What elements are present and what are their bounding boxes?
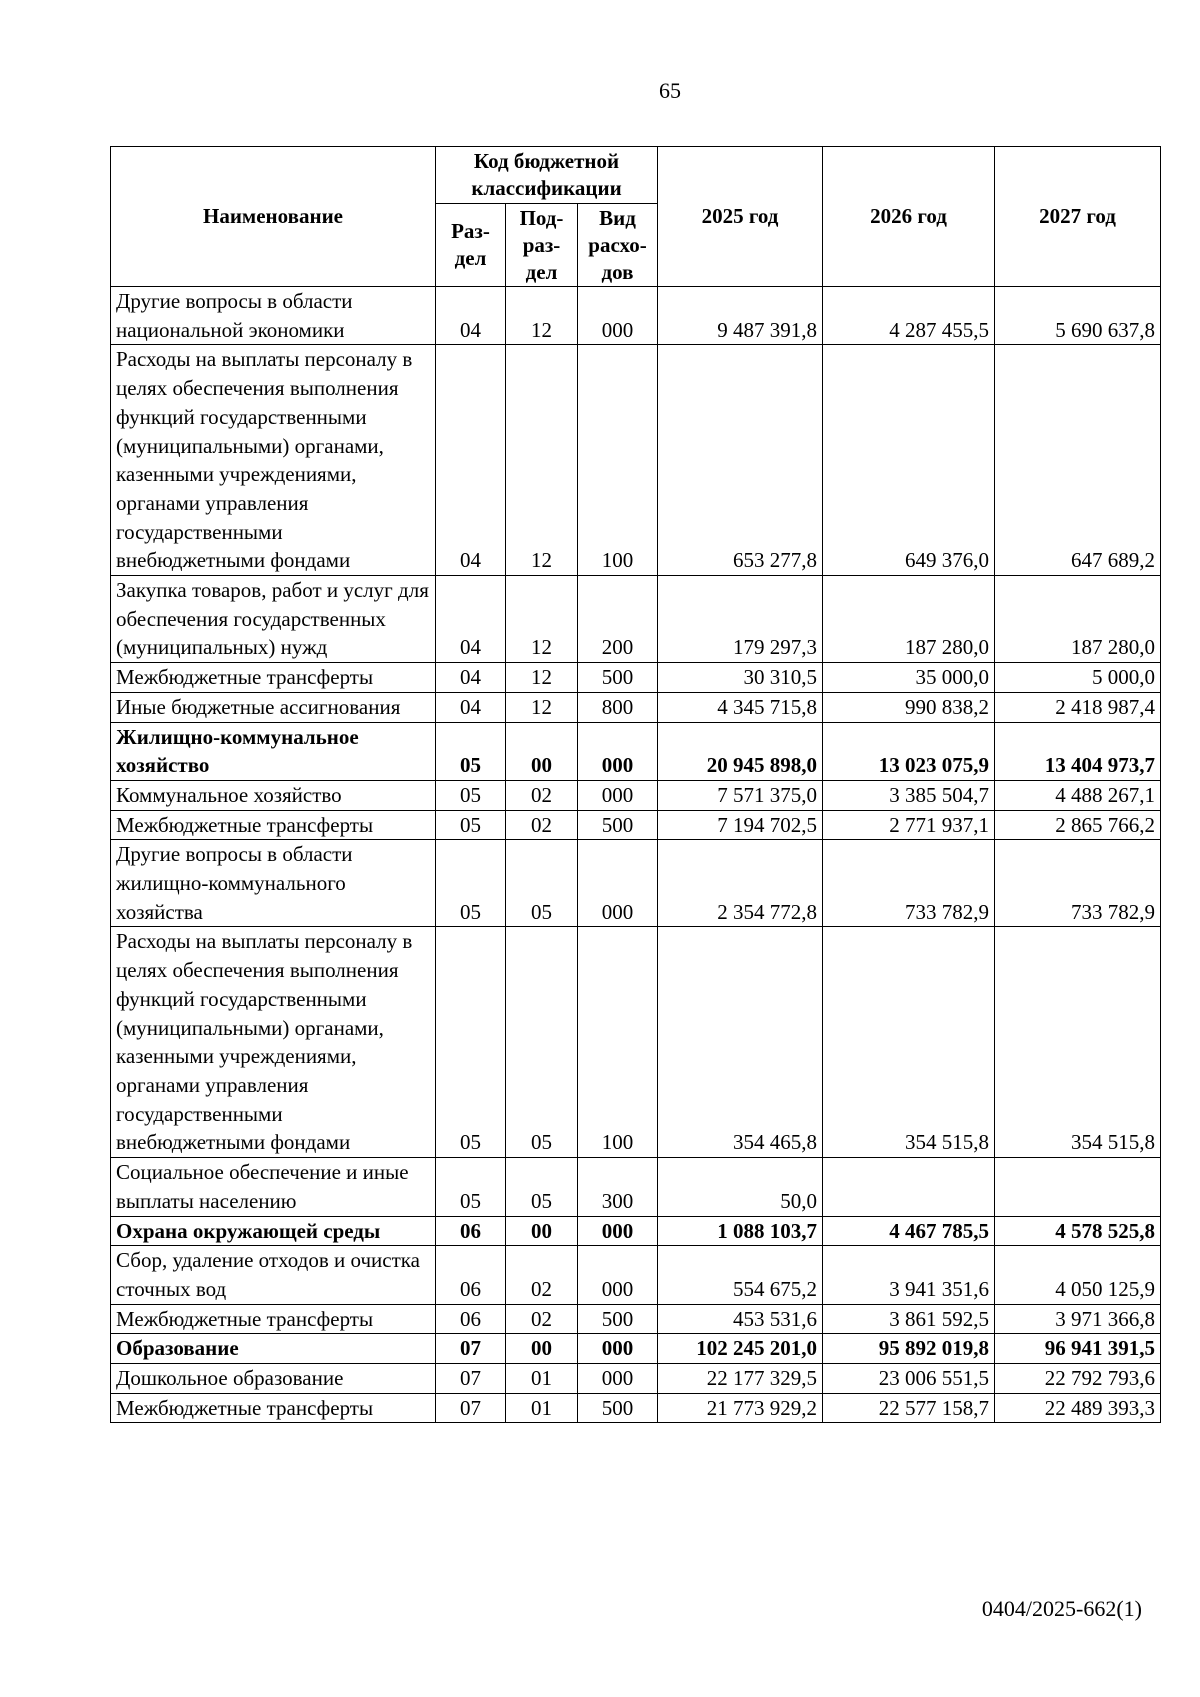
row-name: Сбор, удаление отходов и очистка сточных вод bbox=[111, 1246, 436, 1304]
header-expense-type: Вид расхо- дов bbox=[578, 204, 658, 287]
row-expense-type: 000 bbox=[578, 780, 658, 810]
row-section: 05 bbox=[436, 840, 506, 927]
row-value-2025: 354 465,8 bbox=[658, 927, 823, 1158]
row-expense-type: 500 bbox=[578, 1304, 658, 1334]
row-value-2027: 2 418 987,4 bbox=[995, 692, 1161, 722]
row-value-2026: 3 941 351,6 bbox=[823, 1246, 995, 1304]
table-row bbox=[111, 722, 1161, 780]
row-subsection: 02 bbox=[506, 1246, 578, 1304]
row-value-2026 bbox=[823, 1158, 995, 1216]
row-subsection: 01 bbox=[506, 1364, 578, 1394]
row-expense-type: 000 bbox=[578, 287, 658, 345]
row-value-2027: 2 865 766,2 bbox=[995, 810, 1161, 840]
row-subsection: 12 bbox=[506, 345, 578, 576]
row-name: Иные бюджетные ассигнования bbox=[111, 692, 436, 722]
header-subsection: Под- раз- дел bbox=[506, 204, 578, 287]
row-section: 05 bbox=[436, 722, 506, 780]
row-value-2025: 30 310,5 bbox=[658, 663, 823, 693]
row-name: Другие вопросы в области национальной экономики bbox=[111, 287, 436, 345]
row-expense-type: 000 bbox=[578, 722, 658, 780]
table-row bbox=[111, 840, 1161, 927]
row-value-2025: 22 177 329,5 bbox=[658, 1364, 823, 1394]
row-name: Жилищно-коммунальное хозяйство bbox=[111, 722, 436, 780]
row-expense-type: 200 bbox=[578, 576, 658, 663]
row-value-2025: 653 277,8 bbox=[658, 345, 823, 576]
row-value-2027: 5 000,0 bbox=[995, 663, 1161, 693]
row-value-2025: 50,0 bbox=[658, 1158, 823, 1216]
row-value-2025: 453 531,6 bbox=[658, 1304, 823, 1334]
row-section: 05 bbox=[436, 1158, 506, 1216]
row-value-2027: 3 971 366,8 bbox=[995, 1304, 1161, 1334]
row-value-2026: 4 467 785,5 bbox=[823, 1216, 995, 1246]
row-expense-type: 000 bbox=[578, 1334, 658, 1364]
row-section: 05 bbox=[436, 810, 506, 840]
row-expense-type: 000 bbox=[578, 1364, 658, 1394]
row-section: 06 bbox=[436, 1246, 506, 1304]
table-row bbox=[111, 927, 1161, 1158]
row-value-2025: 554 675,2 bbox=[658, 1246, 823, 1304]
row-value-2027: 647 689,2 bbox=[995, 345, 1161, 576]
row-subsection: 12 bbox=[506, 692, 578, 722]
row-name: Коммунальное хозяйство bbox=[111, 780, 436, 810]
row-value-2027: 4 578 525,8 bbox=[995, 1216, 1161, 1246]
row-value-2027: 22 489 393,3 bbox=[995, 1393, 1161, 1423]
page-number: 65 bbox=[659, 78, 681, 103]
row-expense-type: 000 bbox=[578, 840, 658, 927]
row-value-2027: 4 488 267,1 bbox=[995, 780, 1161, 810]
row-value-2027: 733 782,9 bbox=[995, 840, 1161, 927]
row-name: Дошкольное образование bbox=[111, 1364, 436, 1394]
row-expense-type: 800 bbox=[578, 692, 658, 722]
header-code-group: Код бюджетной классификации bbox=[436, 147, 658, 204]
table-row bbox=[111, 1246, 1161, 1304]
row-expense-type: 000 bbox=[578, 1216, 658, 1246]
row-subsection: 12 bbox=[506, 576, 578, 663]
row-value-2027: 187 280,0 bbox=[995, 576, 1161, 663]
row-subsection: 00 bbox=[506, 1216, 578, 1246]
row-value-2026: 22 577 158,7 bbox=[823, 1393, 995, 1423]
row-subsection: 00 bbox=[506, 1334, 578, 1364]
row-subsection: 02 bbox=[506, 780, 578, 810]
row-name: Расходы на выплаты персоналу в целях обеспечения выполнения функций государственными (муниципальными) органами, казенными учреждениями, органами управления государственными внебюджетными фондами bbox=[111, 345, 436, 576]
table-row bbox=[111, 1393, 1161, 1423]
header-2025: 2025 год bbox=[658, 147, 823, 287]
row-section: 06 bbox=[436, 1216, 506, 1246]
row-name: Другие вопросы в области жилищно-коммунального хозяйства bbox=[111, 840, 436, 927]
row-section: 04 bbox=[436, 287, 506, 345]
row-expense-type: 500 bbox=[578, 1393, 658, 1423]
row-value-2025: 9 487 391,8 bbox=[658, 287, 823, 345]
row-value-2026: 4 287 455,5 bbox=[823, 287, 995, 345]
row-value-2026: 95 892 019,8 bbox=[823, 1334, 995, 1364]
row-section: 06 bbox=[436, 1304, 506, 1334]
header-2027: 2027 год bbox=[995, 147, 1161, 287]
row-name: Межбюджетные трансферты bbox=[111, 810, 436, 840]
row-value-2026: 2 771 937,1 bbox=[823, 810, 995, 840]
document-code: 0404/2025-662(1) bbox=[981, 1596, 1142, 1621]
row-section: 04 bbox=[436, 692, 506, 722]
row-value-2026: 354 515,8 bbox=[823, 927, 995, 1158]
row-subsection: 05 bbox=[506, 927, 578, 1158]
row-name: Закупка товаров, работ и услуг для обеспечения государственных (муниципальных) нужд bbox=[111, 576, 436, 663]
row-value-2026: 649 376,0 bbox=[823, 345, 995, 576]
table-row bbox=[111, 1334, 1161, 1364]
row-subsection: 12 bbox=[506, 287, 578, 345]
table-row bbox=[111, 1364, 1161, 1394]
row-value-2026: 187 280,0 bbox=[823, 576, 995, 663]
table-row bbox=[111, 287, 1161, 345]
row-name: Межбюджетные трансферты bbox=[111, 1304, 436, 1334]
row-value-2026: 3 861 592,5 bbox=[823, 1304, 995, 1334]
row-expense-type: 100 bbox=[578, 927, 658, 1158]
row-value-2027: 4 050 125,9 bbox=[995, 1246, 1161, 1304]
row-subsection: 02 bbox=[506, 810, 578, 840]
header-2026: 2026 год bbox=[823, 147, 995, 287]
row-value-2026: 35 000,0 bbox=[823, 663, 995, 693]
row-expense-type: 000 bbox=[578, 1246, 658, 1304]
row-value-2027: 13 404 973,7 bbox=[995, 722, 1161, 780]
budget-table bbox=[110, 146, 1161, 1423]
header-name: Наименование bbox=[111, 147, 436, 287]
row-section: 04 bbox=[436, 345, 506, 576]
row-value-2027: 22 792 793,6 bbox=[995, 1364, 1161, 1394]
row-name: Межбюджетные трансферты bbox=[111, 1393, 436, 1423]
row-expense-type: 500 bbox=[578, 663, 658, 693]
row-subsection: 02 bbox=[506, 1304, 578, 1334]
table-row bbox=[111, 692, 1161, 722]
row-name: Охрана окружающей среды bbox=[111, 1216, 436, 1246]
row-value-2025: 7 194 702,5 bbox=[658, 810, 823, 840]
row-value-2027 bbox=[995, 1158, 1161, 1216]
row-value-2025: 102 245 201,0 bbox=[658, 1334, 823, 1364]
table-row bbox=[111, 345, 1161, 576]
row-value-2025: 1 088 103,7 bbox=[658, 1216, 823, 1246]
row-value-2027: 5 690 637,8 bbox=[995, 287, 1161, 345]
row-value-2026: 733 782,9 bbox=[823, 840, 995, 927]
row-subsection: 05 bbox=[506, 1158, 578, 1216]
row-expense-type: 300 bbox=[578, 1158, 658, 1216]
table-header bbox=[111, 147, 1161, 287]
table-row bbox=[111, 1158, 1161, 1216]
row-expense-type: 500 bbox=[578, 810, 658, 840]
row-value-2025: 20 945 898,0 bbox=[658, 722, 823, 780]
row-subsection: 12 bbox=[506, 663, 578, 693]
row-value-2025: 4 345 715,8 bbox=[658, 692, 823, 722]
table-row bbox=[111, 1304, 1161, 1334]
row-name: Межбюджетные трансферты bbox=[111, 663, 436, 693]
row-value-2025: 2 354 772,8 bbox=[658, 840, 823, 927]
row-value-2026: 23 006 551,5 bbox=[823, 1364, 995, 1394]
row-name: Образование bbox=[111, 1334, 436, 1364]
table-row bbox=[111, 663, 1161, 693]
table-row bbox=[111, 1216, 1161, 1246]
row-value-2026: 990 838,2 bbox=[823, 692, 995, 722]
row-value-2025: 21 773 929,2 bbox=[658, 1393, 823, 1423]
table-body bbox=[111, 287, 1161, 1423]
row-expense-type: 100 bbox=[578, 345, 658, 576]
row-section: 04 bbox=[436, 663, 506, 693]
table-row bbox=[111, 810, 1161, 840]
row-name: Социальное обеспечение и иные выплаты населению bbox=[111, 1158, 436, 1216]
table-row bbox=[111, 780, 1161, 810]
row-name: Расходы на выплаты персоналу в целях обеспечения выполнения функций государственными (муниципальными) органами, казенными учреждениями, органами управления государственными внебюджетными фондами bbox=[111, 927, 436, 1158]
row-value-2026: 3 385 504,7 bbox=[823, 780, 995, 810]
row-value-2027: 96 941 391,5 bbox=[995, 1334, 1161, 1364]
row-section: 04 bbox=[436, 576, 506, 663]
row-section: 05 bbox=[436, 780, 506, 810]
row-value-2026: 13 023 075,9 bbox=[823, 722, 995, 780]
row-section: 07 bbox=[436, 1393, 506, 1423]
row-subsection: 00 bbox=[506, 722, 578, 780]
row-section: 05 bbox=[436, 927, 506, 1158]
row-section: 07 bbox=[436, 1334, 506, 1364]
table-row bbox=[111, 576, 1161, 663]
header-section: Раз- дел bbox=[436, 204, 506, 287]
row-section: 07 bbox=[436, 1364, 506, 1394]
row-value-2027: 354 515,8 bbox=[995, 927, 1161, 1158]
row-value-2025: 7 571 375,0 bbox=[658, 780, 823, 810]
row-value-2025: 179 297,3 bbox=[658, 576, 823, 663]
row-subsection: 01 bbox=[506, 1393, 578, 1423]
row-subsection: 05 bbox=[506, 840, 578, 927]
